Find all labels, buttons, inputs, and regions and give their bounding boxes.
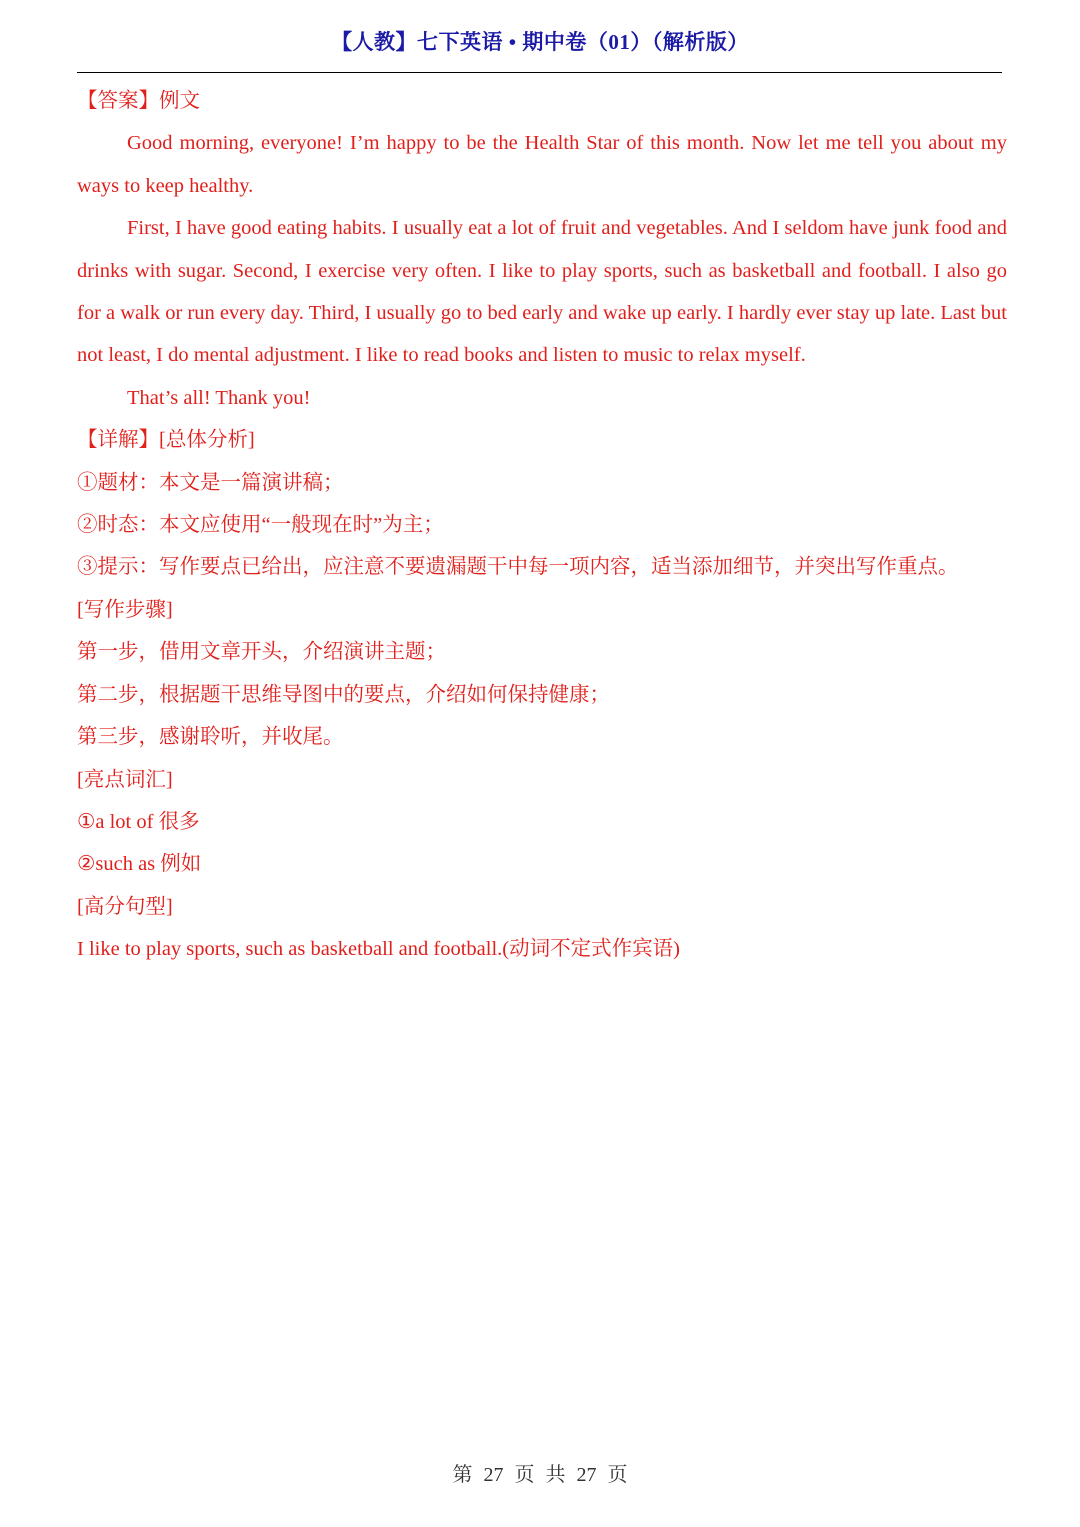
overview-item-topic: ①题材：本文是一篇演讲稿； (77, 471, 344, 494)
writing-step-2: 第二步，根据题干思维导图中的要点，介绍如何保持健康； (77, 683, 610, 706)
answer-heading: 【答案】例文 (77, 90, 200, 112)
sentence-example: I like to play sports, such as basketball and football.(动词不定式作宾语) (77, 938, 680, 961)
header-divider (77, 72, 1002, 73)
sentence-heading: [高分句型] (77, 895, 173, 918)
overview-item-hint: ③提示：写作要点已给出，应注意不要遗漏题干中每一项内容，适当添加细节，并突出写作重点。 (77, 556, 959, 579)
vocab-heading: [亮点词汇] (77, 768, 173, 791)
essay-paragraph-1: Good morning, everyone! I’m happy to be the Health Star of this month. Now let me tell you about my ways to keep healthy. (77, 132, 1007, 197)
vocab-item-2: ②such as 例如 (77, 853, 202, 876)
overview-item-tense: ②时态：本文应使用“一般现在时”为主； (77, 514, 444, 537)
essay-paragraph-3: That’s all! Thank you! (127, 386, 311, 409)
page-header-title: 【人教】七下英语 • 期中卷（01）（解析版） (331, 30, 749, 54)
analysis-heading: 【详解】[总体分析] (77, 429, 255, 452)
essay-paragraph-2: First, I have good eating habits. I usually eat a lot of fruit and vegetables. And I seldom have junk food and drinks with sugar. Second, I exercise very often. I like to play sports, such as basketball and football. I also go for a walk or run every day. Third, I usually go to bed early and wake up early. I hardly ever stay up late. Last but not least, I do mental adjustment. I like to read books and listen to music to relax myself. (77, 217, 1007, 367)
writing-step-1: 第一步，借用文章开头，介绍演讲主题； (77, 641, 446, 664)
writing-steps-heading: [写作步骤] (77, 598, 173, 621)
page-footer-number: 第 27 页 共 27 页 (452, 1464, 628, 1486)
writing-step-3: 第三步，感谢聆听，并收尾。 (77, 726, 344, 749)
document-body (77, 80, 1007, 971)
vocab-item-1: ①a lot of 很多 (77, 810, 200, 833)
